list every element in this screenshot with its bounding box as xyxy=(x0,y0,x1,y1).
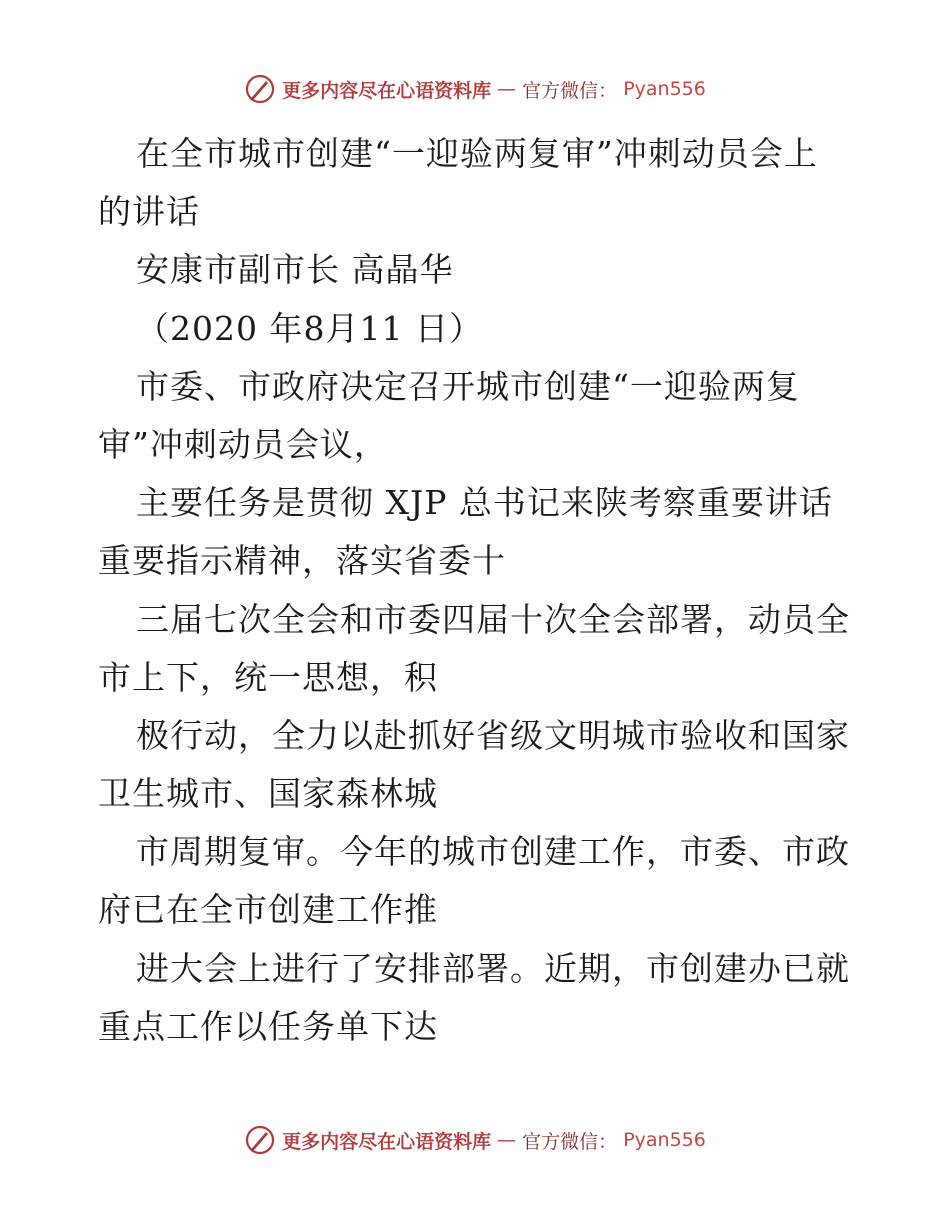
body-line: 主要任务是贯彻 XJP 总书记来陕考察重要讲话 xyxy=(136,483,833,523)
banner-brand-text: 更多内容尽在心语资料库 xyxy=(282,1130,492,1153)
banner-wechat-label: 官方微信： xyxy=(522,1130,618,1153)
body-line: 重要指示精神，落实省委十 xyxy=(98,541,506,581)
body-line: 市上下，统一思想，积 xyxy=(98,657,438,697)
footer-watermark-banner xyxy=(0,1124,950,1156)
body-line: 三届七次全会和市委四届十次全会部署，动员全 xyxy=(136,599,850,639)
speaker-line: 安康市副市长 高晶华 xyxy=(136,250,454,290)
body-line: 卫生城市、国家森林城 xyxy=(98,774,438,814)
feather-pen-logo-icon xyxy=(244,1124,276,1156)
banner-wechat-id: Pyan556 xyxy=(623,78,706,100)
body-line: 市周期复审。今年的城市创建工作，市委、市政 xyxy=(136,832,850,872)
body-line: 极行动，全力以赴抓好省级文明城市验收和国家 xyxy=(136,715,850,755)
body-line: 市委、市政府决定召开城市创建“一迎验两复 xyxy=(136,366,800,406)
body-line: 审”冲刺动员会议， xyxy=(98,424,388,464)
banner-wechat-label: 官方微信： xyxy=(522,79,618,102)
banner-wechat-id: Pyan556 xyxy=(623,1129,706,1151)
banner-dash: — xyxy=(497,1129,517,1151)
document-body xyxy=(98,125,858,1056)
banner-dash: — xyxy=(497,78,517,100)
speech-title-line-1: 在全市城市创建“一迎验两复审”冲刺动员会上 xyxy=(136,134,818,173)
body-line: 进大会上进行了安排部署。近期，市创建办已就 xyxy=(136,948,850,988)
body-line: 重点工作以任务单下达 xyxy=(98,1006,438,1046)
banner-brand-text: 更多内容尽在心语资料库 xyxy=(282,79,492,102)
speech-title-line-2: 的讲话 xyxy=(98,192,200,232)
header-watermark-banner xyxy=(0,73,950,105)
date-line: （2020 年8月11 日） xyxy=(136,308,483,348)
feather-pen-logo-icon xyxy=(244,73,276,105)
body-line: 府已在全市创建工作推 xyxy=(98,890,438,930)
